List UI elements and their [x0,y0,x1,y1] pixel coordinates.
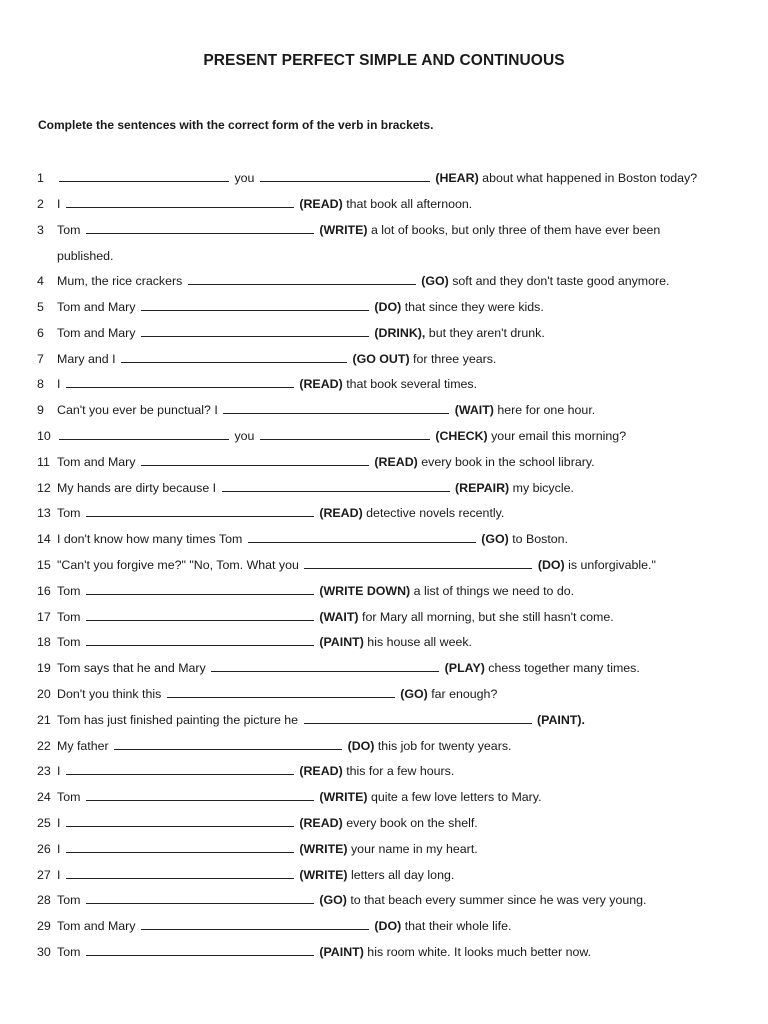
page-title: PRESENT PERFECT SIMPLE AND CONTINUOUS [203,52,565,69]
sentence-start: Mum, the rice crackers [57,274,183,289]
exercise-item [0,942,768,968]
sentence-end: your email this morning? [491,428,627,443]
item-number: 28 [37,893,51,908]
exercise-item [0,452,768,478]
verb-prompt: (WRITE DOWN) [319,583,411,598]
sentence-start: I [57,867,61,882]
verb-prompt: (PAINT). [536,712,585,727]
item-sentence [57,374,477,394]
sentence-end: his room white. It looks much better now. [367,944,592,959]
item-sentence [57,787,542,807]
exercise-item [0,710,768,736]
answer-blank[interactable] [121,350,347,363]
exercise-item [0,529,768,555]
item-sentence [57,452,595,472]
instructions: Complete the sentences with the correct form of the verb in brackets. [38,118,434,132]
sentence-end: to Boston. [512,532,569,547]
item-sentence [57,607,614,627]
item-sentence [57,220,660,240]
exercise-list [0,168,768,968]
item-sentence [57,349,496,369]
answer-blank[interactable] [86,943,314,956]
answer-blank[interactable] [86,788,314,801]
exercise-item [0,581,768,607]
answer-blank[interactable] [141,324,369,337]
item-number: 12 [37,480,51,495]
item-number: 11 [37,454,50,469]
sentence-end: that book all afternoon. [346,196,473,211]
exercise-item [0,865,768,891]
answer-blank[interactable] [66,814,294,827]
item-number: 10 [37,428,51,443]
sentence-end: detective novels recently. [366,506,505,521]
item-number: 6 [37,325,44,340]
item-number: 9 [37,403,44,418]
answer-blank[interactable] [66,840,294,853]
sentence-start: I [57,764,61,779]
exercise-item [0,916,768,942]
item-number: 25 [37,815,51,830]
sentence-start: Tom [57,583,81,598]
verb-prompt: (WRITE) [299,841,348,856]
sentence-end: that book several times. [346,377,478,392]
answer-blank[interactable] [211,659,439,672]
answer-blank[interactable] [86,582,314,595]
item-number: 4 [37,274,44,289]
answer-blank[interactable] [260,427,430,440]
answer-blank[interactable] [86,891,314,904]
item-sentence [57,503,504,523]
sentence-end: my bicycle. [512,480,574,495]
verb-prompt: (DO) [374,919,402,934]
sentence-start: Tom [57,609,81,624]
item-sentence [57,478,574,498]
item-sentence [57,194,472,214]
answer-blank[interactable] [86,504,314,517]
item-number: 24 [37,790,51,805]
sentence-start: My hands are dirty because I [57,480,217,495]
item-number: 29 [37,919,51,934]
sentence-start: Can't you ever be punctual? I [57,403,218,418]
sentence-end: about what happened in Boston today? [482,171,698,185]
answer-blank[interactable] [188,272,416,285]
sentence-start: Tom has just finished painting the picture he [57,712,299,727]
verb-prompt: (DO) [347,738,375,753]
sentence-end: his house all week. [367,635,472,650]
verb-prompt: (WAIT) [454,403,494,418]
sentence-start: Tom and Mary [57,325,136,340]
item-number: 7 [37,351,44,366]
sentence-end: every book in the school library. [421,454,595,469]
sentence-continuation: published. [57,248,114,263]
item-sentence [57,813,478,833]
verb-prompt: (READ) [299,377,343,392]
answer-blank[interactable] [86,633,314,646]
sentence-start: I [57,841,61,856]
sentence-middle: you [234,171,255,185]
sentence-start: Don't you think this [57,686,162,701]
sentence-end: quite a few love letters to Mary. [370,790,542,805]
sentence-start: Tom [57,635,81,650]
verb-prompt: (READ) [319,506,363,521]
sentence-end: that their whole life. [404,919,512,934]
item-sentence [57,684,497,704]
sentence-start: Tom [57,506,81,521]
item-sentence [57,555,656,575]
item-number: 5 [37,299,44,314]
item-sentence [57,271,669,291]
exercise-item [0,400,768,426]
answer-blank[interactable] [223,401,449,414]
item-sentence [57,916,511,936]
sentence-start: Tom says that he and Mary [57,661,206,676]
verb-prompt: (PAINT) [319,944,364,959]
exercise-item [0,297,768,323]
item-sentence [57,710,585,730]
sentence-start: I [57,377,61,392]
verb-prompt: (WAIT) [319,609,359,624]
item-sentence [57,581,574,601]
sentence-end: a list of things we need to do. [413,583,575,598]
sentence-end: this for a few hours. [346,764,455,779]
item-number: 2 [37,196,44,211]
item-number: 15 [37,557,51,572]
exercise-item [0,761,768,787]
exercise-item [0,787,768,813]
verb-prompt: (DO) [537,557,565,572]
exercise-item [0,658,768,684]
verb-prompt: (GO) [481,532,509,547]
exercise-item [0,323,768,349]
answer-blank[interactable] [59,427,229,440]
verb-prompt: (REPAIR) [455,480,510,495]
item-sentence [57,297,544,317]
verb-prompt: (READ) [299,196,343,211]
sentence-end: here for one hour. [497,403,596,418]
item-number: 3 [37,222,44,237]
item-number: 18 [37,635,51,650]
verb-prompt: (READ) [299,764,343,779]
verb-prompt: (GO) [421,274,449,289]
item-number: 30 [37,944,51,959]
sentence-end: but they aren't drunk. [428,325,545,340]
item-sentence [57,658,640,678]
answer-blank[interactable] [248,530,476,543]
sentence-end: letters all day long. [350,867,455,882]
answer-blank[interactable] [167,685,395,698]
item-number: 1 [37,171,44,185]
sentence-start: I [57,815,61,830]
answer-blank[interactable] [86,221,314,234]
item-number: 20 [37,686,51,701]
item-number: 26 [37,841,51,856]
verb-prompt: (WRITE) [299,867,348,882]
verb-prompt: (DRINK), [374,325,426,340]
answer-blank[interactable] [304,711,532,724]
sentence-start: Tom and Mary [57,454,136,469]
item-sentence [57,761,454,781]
sentence-end: for three years. [413,351,497,366]
answer-blank[interactable] [141,453,369,466]
item-number: 23 [37,764,51,779]
verb-prompt: (GO) [319,893,347,908]
answer-blank[interactable] [260,169,430,182]
sentence-start: Tom [57,222,81,237]
exercise-item [0,478,768,504]
item-number: 17 [37,609,51,624]
item-number: 16 [37,583,51,598]
item-sentence [57,839,478,859]
answer-blank[interactable] [304,556,532,569]
sentence-end: soft and they don't taste good anymore. [452,274,670,289]
verb-prompt: (PLAY) [444,661,485,676]
item-number: 27 [37,867,51,882]
verb-prompt: (DO) [374,299,402,314]
sentence-start: My father [57,738,109,753]
answer-blank[interactable] [59,169,229,182]
item-number: 8 [37,377,44,392]
exercise-item [0,374,768,400]
exercise-item [0,839,768,865]
exercise-item [0,168,768,194]
verb-prompt: (GO OUT) [352,351,410,366]
answer-blank[interactable] [114,737,342,750]
item-sentence [57,632,472,652]
sentence-end: chess together many times. [488,661,640,676]
item-sentence [57,942,591,962]
verb-prompt: (PAINT) [319,635,364,650]
exercise-item [0,555,768,581]
item-number: 13 [37,506,51,521]
sentence-start: Tom [57,944,81,959]
exercise-item [0,194,768,220]
answer-blank[interactable] [66,195,294,208]
answer-blank[interactable] [66,375,294,388]
verb-prompt: (CHECK) [435,428,488,443]
item-sentence [57,736,511,756]
sentence-middle: you [234,428,255,443]
sentence-end: a lot of books, but only three of them have ever been [370,222,661,237]
answer-blank[interactable] [86,608,314,621]
answer-blank[interactable] [141,917,369,930]
sentence-end: to that beach every summer since he was very young. [350,893,647,908]
sentence-end: far enough? [431,686,498,701]
sentence-end: this job for twenty years. [377,738,512,753]
item-number: 22 [37,738,51,753]
item-sentence [57,400,595,420]
sentence-end: that since they were kids. [404,299,544,314]
exercise-item [0,890,768,916]
exercise-item [0,503,768,529]
verb-prompt: (READ) [374,454,418,469]
exercise-item [0,607,768,633]
item-sentence [57,168,697,188]
exercise-item [0,684,768,710]
item-number: 21 [37,712,51,727]
answer-blank[interactable] [222,479,450,492]
verb-prompt: (GO) [400,686,428,701]
exercise-item [0,736,768,762]
verb-prompt: (HEAR) [435,171,479,185]
exercise-item [0,813,768,839]
exercise-item [0,632,768,658]
sentence-start: I don't know how many times Tom [57,532,243,547]
sentence-start: Mary and I [57,351,116,366]
sentence-end: for Mary all morning, but she still hasn't come. [362,609,614,624]
exercise-item [0,271,768,297]
sentence-start: Tom and Mary [57,919,136,934]
exercise-item [0,220,768,272]
item-number: 19 [37,661,51,676]
answer-blank[interactable] [66,866,294,879]
sentence-end: your name in my heart. [350,841,478,856]
sentence-start: "Can't you forgive me?" "No, Tom. What you [57,557,299,572]
verb-prompt: (WRITE) [319,790,368,805]
sentence-end: every book on the shelf. [346,815,478,830]
item-sentence [57,426,626,446]
sentence-start: Tom [57,790,81,805]
verb-prompt: (WRITE) [319,222,368,237]
verb-prompt: (READ) [299,815,343,830]
exercise-item [0,349,768,375]
answer-blank[interactable] [66,762,294,775]
exercise-item [0,426,768,452]
item-sentence [57,529,568,549]
sentence-start: I [57,196,61,211]
item-sentence [57,890,646,910]
item-sentence [57,865,454,885]
answer-blank[interactable] [141,298,369,311]
sentence-end: is unforgivable." [568,557,656,572]
sentence-start: Tom [57,893,81,908]
sentence-start: Tom and Mary [57,299,136,314]
item-sentence [57,323,545,343]
item-number: 14 [37,532,51,547]
